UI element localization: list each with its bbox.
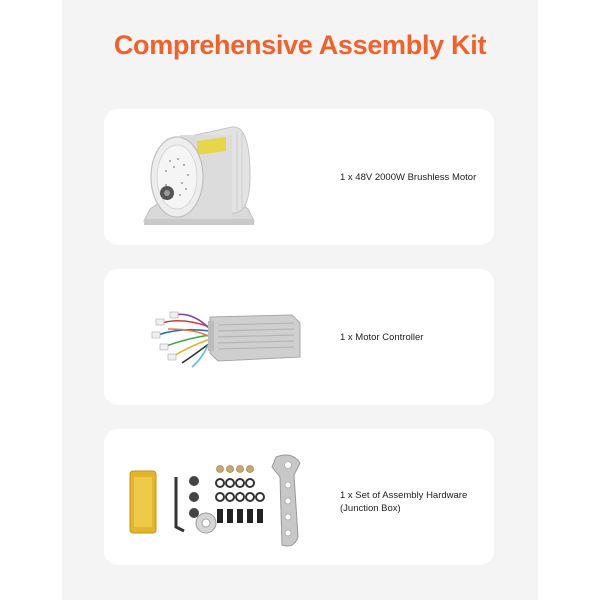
brushless-motor-image bbox=[122, 117, 312, 237]
kit-item-motor bbox=[104, 109, 494, 245]
kit-item-label bbox=[340, 489, 490, 515]
kit-item-hardware bbox=[104, 429, 494, 565]
motor-controller-image bbox=[122, 277, 312, 397]
kit-item-label-line1: 1 x Set of Assembly Hardware bbox=[340, 490, 468, 501]
assembly-hardware-image bbox=[122, 437, 312, 557]
kit-item-label: 1 x Motor Controller bbox=[340, 332, 424, 343]
kit-item-label: 1 x 48V 2000W Brushless Motor bbox=[340, 172, 477, 183]
kit-item-controller bbox=[104, 269, 494, 405]
page-title: Comprehensive Assembly Kit bbox=[113, 30, 487, 60]
kit-item-label-line2: (Junction Box) bbox=[340, 503, 401, 514]
